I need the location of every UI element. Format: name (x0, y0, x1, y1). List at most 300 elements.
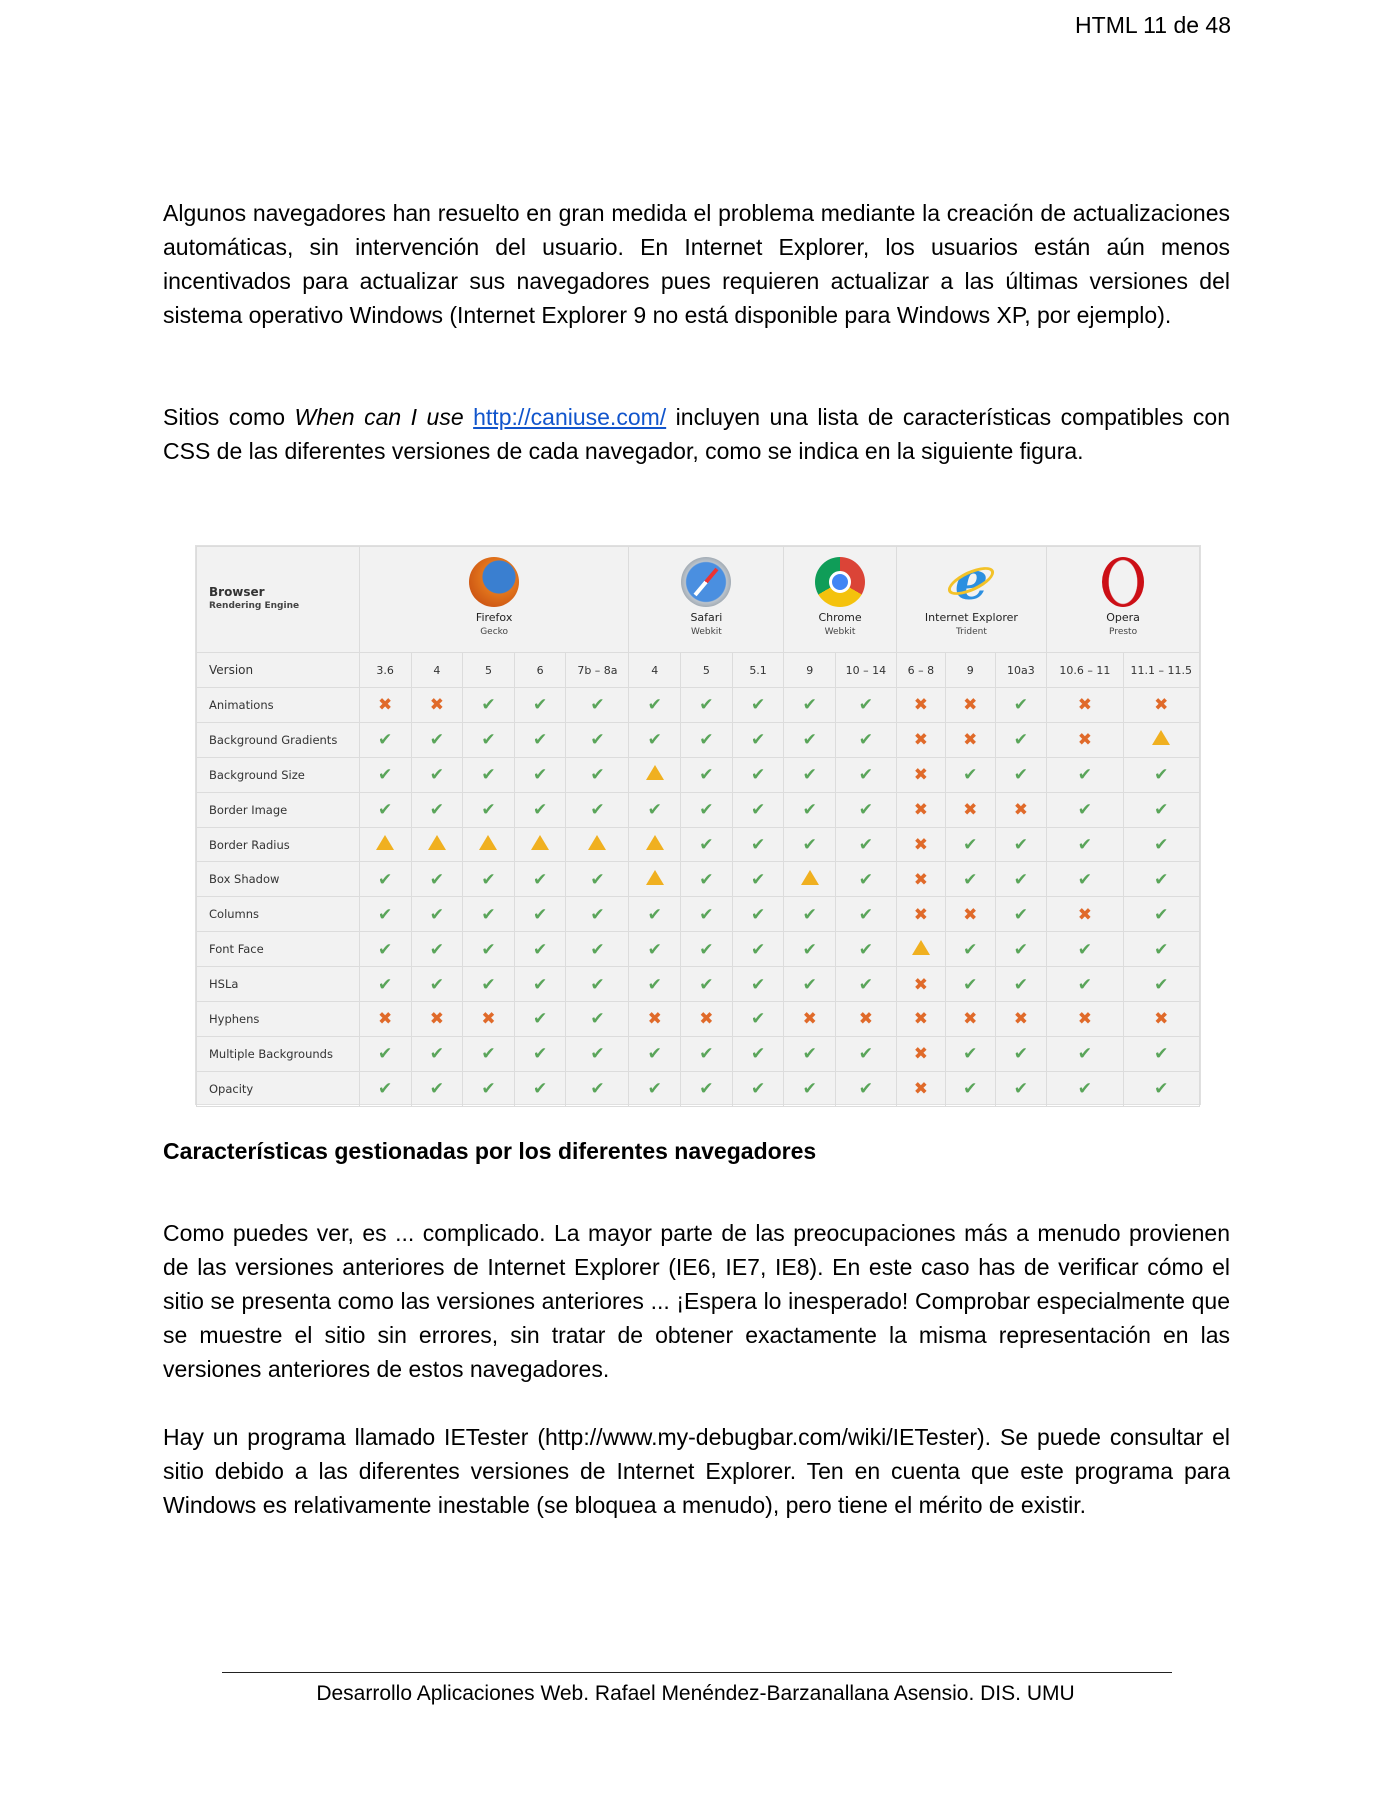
cross-icon: ✖ (963, 730, 978, 751)
support-cell (946, 897, 995, 932)
cross-icon: ✖ (1013, 800, 1028, 821)
cross-icon: ✖ (429, 1009, 444, 1030)
support-cell (629, 897, 681, 932)
rendering-engine: Presto (1109, 627, 1138, 637)
feature-name: Background Size (197, 757, 360, 792)
support-cell (1123, 967, 1199, 1002)
support-cell (995, 897, 1047, 932)
support-cell (566, 862, 629, 897)
support-cell (566, 792, 629, 827)
support-cell (732, 792, 784, 827)
support-cell (681, 862, 733, 897)
support-cell (1047, 688, 1123, 723)
feature-row (197, 967, 1200, 1002)
check-icon: ✔ (590, 1009, 605, 1030)
support-cell (1047, 757, 1123, 792)
support-cell (896, 757, 945, 792)
support-cell (896, 932, 945, 967)
check-icon: ✔ (378, 1079, 393, 1100)
check-icon: ✔ (647, 974, 662, 995)
check-icon: ✔ (590, 974, 605, 995)
support-cell (732, 688, 784, 723)
check-icon: ✔ (533, 1009, 548, 1030)
browser-column-opera (1047, 547, 1200, 653)
support-cell (784, 1002, 836, 1037)
support-cell (681, 688, 733, 723)
footer-text: Desarrollo Aplicaciones Web. Rafael Menéndez-Barzanallana Asensio. DIS. UMU (316, 1682, 1075, 1705)
check-icon: ✔ (858, 1079, 873, 1100)
cross-icon: ✖ (378, 695, 393, 716)
support-cell (896, 862, 945, 897)
support-cell (1123, 792, 1199, 827)
support-cell (411, 862, 463, 897)
version-cell: 10 – 14 (836, 653, 897, 688)
feature-name: Hyphens (197, 1002, 360, 1037)
feature-row (197, 722, 1200, 757)
check-icon: ✔ (1013, 730, 1028, 751)
support-cell (1047, 722, 1123, 757)
check-icon: ✔ (1154, 869, 1169, 890)
check-icon: ✔ (963, 835, 978, 855)
support-cell (1047, 967, 1123, 1002)
check-icon: ✔ (1013, 765, 1028, 786)
cross-icon: ✖ (963, 695, 978, 716)
check-icon: ✔ (699, 765, 714, 786)
support-cell (514, 757, 566, 792)
check-icon: ✔ (1154, 765, 1169, 786)
support-cell (995, 792, 1047, 827)
check-icon: ✔ (1077, 939, 1092, 960)
cross-icon: ✖ (1077, 730, 1092, 751)
check-icon: ✔ (481, 974, 496, 995)
warning-icon (1152, 730, 1170, 745)
check-icon: ✔ (647, 800, 662, 821)
support-cell (836, 757, 897, 792)
check-icon: ✔ (533, 904, 548, 925)
check-icon: ✔ (1077, 1044, 1092, 1065)
support-cell (732, 897, 784, 932)
cross-icon: ✖ (963, 1009, 978, 1030)
support-cell (411, 967, 463, 1002)
opera-logo-icon (1102, 557, 1144, 607)
support-cell (463, 897, 515, 932)
version-cell: 9 (784, 653, 836, 688)
version-cell: 10.6 – 11 (1047, 653, 1123, 688)
check-icon: ✔ (963, 939, 978, 960)
support-cell (681, 827, 733, 862)
support-cell (629, 722, 681, 757)
support-cell (359, 897, 411, 932)
support-cell (946, 862, 995, 897)
check-icon: ✔ (858, 765, 873, 786)
support-cell (946, 1071, 995, 1106)
check-icon: ✔ (1013, 904, 1028, 925)
support-cell (411, 827, 463, 862)
check-icon: ✔ (590, 1044, 605, 1065)
warning-icon (479, 835, 497, 850)
support-cell (732, 967, 784, 1002)
support-cell (836, 1036, 897, 1071)
support-cell (946, 827, 995, 862)
support-cell (681, 932, 733, 967)
feature-name: Border Image (197, 792, 360, 827)
check-icon: ✔ (429, 1044, 444, 1065)
rendering-engine: Gecko (480, 627, 509, 637)
check-icon: ✔ (647, 695, 662, 716)
check-icon: ✔ (647, 904, 662, 925)
support-cell (1123, 932, 1199, 967)
support-cell (566, 1071, 629, 1106)
version-label: Version (197, 653, 360, 688)
support-cell (946, 792, 995, 827)
check-icon: ✔ (647, 730, 662, 751)
support-cell (836, 688, 897, 723)
support-cell (732, 1002, 784, 1037)
cross-icon: ✖ (913, 1079, 929, 1100)
support-cell (629, 827, 681, 862)
feature-name: Font Face (197, 932, 360, 967)
version-cell: 6 – 8 (896, 653, 945, 688)
cross-icon: ✖ (858, 1009, 873, 1030)
paragraph-complicated: Como puedes ver, es ... complicado. La mayor parte de las preocupaciones más a menudo provienen de las versiones anteriores de Internet Explorer (IE6, IE7, IE8). En este caso has de verificar cómo el sitio se presenta como las versiones anteriores ... ¡Espera lo inesperado! Comprobar especialmente que se muestre el sitio sin errores, sin tratar de obtener exactamente la misma representación en las versiones anteriores de estos navegadores. (163, 1220, 1230, 1382)
check-icon: ✔ (429, 869, 444, 890)
check-icon: ✔ (802, 730, 817, 751)
cross-icon: ✖ (802, 1009, 817, 1030)
browser-name: Safari (690, 611, 723, 624)
support-cell (1047, 1036, 1123, 1071)
support-cell (946, 1002, 995, 1037)
cross-icon: ✖ (913, 1044, 929, 1065)
check-icon: ✔ (750, 1079, 766, 1100)
check-icon: ✔ (858, 939, 873, 960)
support-cell (946, 932, 995, 967)
browser-column-internet-explorer (896, 547, 1046, 653)
support-cell (514, 897, 566, 932)
support-cell (784, 757, 836, 792)
support-cell (359, 932, 411, 967)
support-cell (1047, 897, 1123, 932)
check-icon: ✔ (1013, 974, 1028, 995)
paragraph-text: incluyen una lista de características compatibles con CSS de las diferentes versiones de cada navegador, como se indica en la siguiente figura. (163, 404, 1230, 464)
check-icon: ✔ (378, 869, 393, 890)
feature-row (197, 688, 1200, 723)
support-cell (836, 1071, 897, 1106)
check-icon: ✔ (533, 939, 548, 960)
support-cell (629, 1036, 681, 1071)
check-icon: ✔ (1154, 1044, 1169, 1065)
support-cell (1123, 1071, 1199, 1106)
browser-name: Chrome (818, 611, 862, 624)
support-cell (411, 792, 463, 827)
check-icon: ✔ (533, 730, 548, 751)
check-icon: ✔ (429, 939, 444, 960)
feature-row (197, 932, 1200, 967)
feature-row (197, 792, 1200, 827)
check-icon: ✔ (858, 869, 873, 890)
support-cell (514, 792, 566, 827)
firefox-logo-icon (469, 557, 519, 607)
check-icon: ✔ (1077, 869, 1092, 890)
support-cell (995, 722, 1047, 757)
support-cell (463, 1002, 515, 1037)
support-cell (732, 1036, 784, 1071)
check-icon: ✔ (481, 1079, 496, 1100)
support-cell (359, 688, 411, 723)
support-cell (946, 722, 995, 757)
support-cell (784, 1036, 836, 1071)
check-icon: ✔ (802, 1079, 817, 1100)
check-icon: ✔ (378, 904, 393, 925)
support-cell (463, 932, 515, 967)
support-cell (732, 862, 784, 897)
support-cell (836, 932, 897, 967)
ie-logo-icon: e (946, 557, 996, 607)
cross-icon: ✖ (913, 695, 929, 716)
feature-row (197, 827, 1200, 862)
feature-name: Animations (197, 688, 360, 723)
support-cell (995, 757, 1047, 792)
support-cell (681, 897, 733, 932)
check-icon: ✔ (533, 800, 548, 821)
support-cell (514, 1036, 566, 1071)
browser-column-chrome (784, 547, 896, 653)
support-cell (629, 932, 681, 967)
rendering-engine: Webkit (690, 627, 722, 637)
support-cell (896, 1036, 945, 1071)
feature-name: Border Radius (197, 827, 360, 862)
support-cell (681, 1036, 733, 1071)
safari-logo-icon (681, 557, 731, 607)
check-icon: ✔ (699, 869, 714, 890)
support-cell (629, 757, 681, 792)
support-cell (463, 862, 515, 897)
support-cell (566, 932, 629, 967)
support-cell (836, 967, 897, 1002)
support-cell (1123, 1036, 1199, 1071)
check-icon: ✔ (481, 1044, 496, 1065)
support-cell (566, 897, 629, 932)
paragraph-caniuse (163, 400, 1230, 468)
support-cell (946, 967, 995, 1002)
check-icon: ✔ (699, 1044, 714, 1065)
support-cell (629, 862, 681, 897)
support-cell (566, 827, 629, 862)
check-icon: ✔ (1077, 800, 1092, 821)
cross-icon: ✖ (913, 730, 929, 751)
check-icon: ✔ (533, 765, 548, 786)
version-cell: 6 (514, 653, 566, 688)
support-cell (836, 897, 897, 932)
check-icon: ✔ (963, 765, 978, 786)
check-icon: ✔ (699, 939, 714, 960)
check-icon: ✔ (802, 765, 817, 786)
check-icon: ✔ (750, 835, 766, 855)
browser-column-firefox (359, 547, 629, 653)
warning-icon (646, 835, 664, 850)
support-cell (1123, 1002, 1199, 1037)
check-icon: ✔ (963, 1079, 978, 1100)
version-cell: 9 (946, 653, 995, 688)
cross-icon: ✖ (1077, 1009, 1092, 1030)
support-cell (629, 1071, 681, 1106)
support-cell (514, 827, 566, 862)
support-cell (411, 688, 463, 723)
support-cell (359, 757, 411, 792)
check-icon: ✔ (858, 730, 873, 751)
support-cell (896, 827, 945, 862)
support-cell (629, 688, 681, 723)
check-icon: ✔ (750, 974, 766, 995)
version-cell: 10a3 (995, 653, 1047, 688)
support-cell (411, 932, 463, 967)
support-cell (566, 688, 629, 723)
paragraph-text: Sitios como (163, 404, 295, 430)
check-icon: ✔ (1154, 904, 1169, 925)
cross-icon: ✖ (1154, 695, 1169, 716)
check-icon: ✔ (1013, 939, 1028, 960)
cross-icon: ✖ (1154, 1009, 1169, 1030)
support-cell (995, 967, 1047, 1002)
support-cell (732, 1071, 784, 1106)
support-cell (995, 1071, 1047, 1106)
check-icon: ✔ (429, 974, 444, 995)
check-icon: ✔ (802, 695, 817, 716)
check-icon: ✔ (802, 800, 817, 821)
support-cell (784, 862, 836, 897)
feature-row (197, 757, 1200, 792)
version-cell: 5.1 (732, 653, 784, 688)
check-icon: ✔ (699, 730, 714, 751)
check-icon: ✔ (699, 904, 714, 925)
check-icon: ✔ (699, 1079, 714, 1100)
check-icon: ✔ (858, 1044, 873, 1065)
version-cell: 4 (411, 653, 463, 688)
check-icon: ✔ (481, 800, 496, 821)
cross-icon: ✖ (913, 869, 929, 890)
warning-icon (531, 835, 549, 850)
check-icon: ✔ (590, 869, 605, 890)
support-cell (463, 1071, 515, 1106)
cross-icon: ✖ (1077, 695, 1092, 716)
check-icon: ✔ (590, 939, 605, 960)
support-cell (514, 1002, 566, 1037)
support-cell (784, 932, 836, 967)
check-icon: ✔ (590, 765, 605, 786)
check-icon: ✔ (1077, 835, 1092, 855)
check-icon: ✔ (1077, 765, 1092, 786)
support-cell (359, 792, 411, 827)
version-cell: 5 (463, 653, 515, 688)
warning-icon (376, 835, 394, 850)
check-icon: ✔ (590, 904, 605, 925)
support-cell (995, 1002, 1047, 1037)
browser-column-safari (629, 547, 784, 653)
check-icon: ✔ (1154, 1079, 1169, 1100)
check-icon: ✔ (481, 765, 496, 786)
check-icon: ✔ (750, 904, 766, 925)
feature-name: Opacity (197, 1071, 360, 1106)
check-icon: ✔ (533, 695, 548, 716)
feature-name: Columns (197, 897, 360, 932)
support-cell (359, 1002, 411, 1037)
check-icon: ✔ (750, 1009, 766, 1030)
check-icon: ✔ (378, 1044, 393, 1065)
caniuse-link[interactable]: http://caniuse.com/ (473, 404, 667, 430)
support-cell (784, 1071, 836, 1106)
browser-label: Browser (209, 585, 265, 599)
warning-icon (801, 870, 819, 885)
support-cell (1047, 1071, 1123, 1106)
warning-icon (912, 940, 930, 955)
support-cell (514, 688, 566, 723)
check-icon: ✔ (1154, 939, 1169, 960)
support-cell (566, 722, 629, 757)
check-icon: ✔ (858, 835, 873, 855)
rendering-engine: Webkit (824, 627, 856, 637)
support-cell (732, 827, 784, 862)
support-cell (1047, 862, 1123, 897)
check-icon: ✔ (802, 904, 817, 925)
support-cell (836, 862, 897, 897)
check-icon: ✔ (1013, 1044, 1028, 1065)
support-cell (681, 1071, 733, 1106)
support-cell (784, 688, 836, 723)
support-cell (514, 862, 566, 897)
support-cell (784, 827, 836, 862)
check-icon: ✔ (750, 695, 766, 716)
check-icon: ✔ (647, 1044, 662, 1065)
support-cell (896, 967, 945, 1002)
check-icon: ✔ (699, 835, 714, 855)
check-icon: ✔ (481, 904, 496, 925)
check-icon: ✔ (750, 765, 766, 786)
figure-caption: Características gestionadas por los diferentes navegadores (163, 1138, 817, 1164)
check-icon: ✔ (802, 939, 817, 960)
support-cell (896, 792, 945, 827)
support-cell (566, 757, 629, 792)
support-cell (784, 792, 836, 827)
support-cell (463, 1036, 515, 1071)
check-icon: ✔ (1013, 1079, 1028, 1100)
support-cell (359, 827, 411, 862)
check-icon: ✔ (699, 695, 714, 716)
browser-compat-table (196, 546, 1200, 1107)
support-cell (784, 967, 836, 1002)
check-icon: ✔ (378, 939, 393, 960)
check-icon: ✔ (1013, 835, 1028, 855)
check-icon: ✔ (533, 1079, 548, 1100)
support-cell (629, 792, 681, 827)
support-cell (995, 688, 1047, 723)
check-icon: ✔ (378, 765, 393, 786)
check-icon: ✔ (378, 730, 393, 751)
cross-icon: ✖ (378, 1009, 393, 1030)
support-cell (359, 862, 411, 897)
browser-name: Internet Explorer (924, 611, 1018, 624)
check-icon: ✔ (533, 1044, 548, 1065)
check-icon: ✔ (1154, 974, 1169, 995)
feature-name: HSLa (197, 967, 360, 1002)
support-cell (946, 688, 995, 723)
support-cell (836, 1002, 897, 1037)
version-cell: 5 (681, 653, 733, 688)
browser-compat-figure (195, 545, 1201, 1105)
support-cell (463, 757, 515, 792)
support-cell (836, 792, 897, 827)
support-cell (514, 932, 566, 967)
cross-icon: ✖ (1013, 1009, 1028, 1030)
support-cell (681, 1002, 733, 1037)
